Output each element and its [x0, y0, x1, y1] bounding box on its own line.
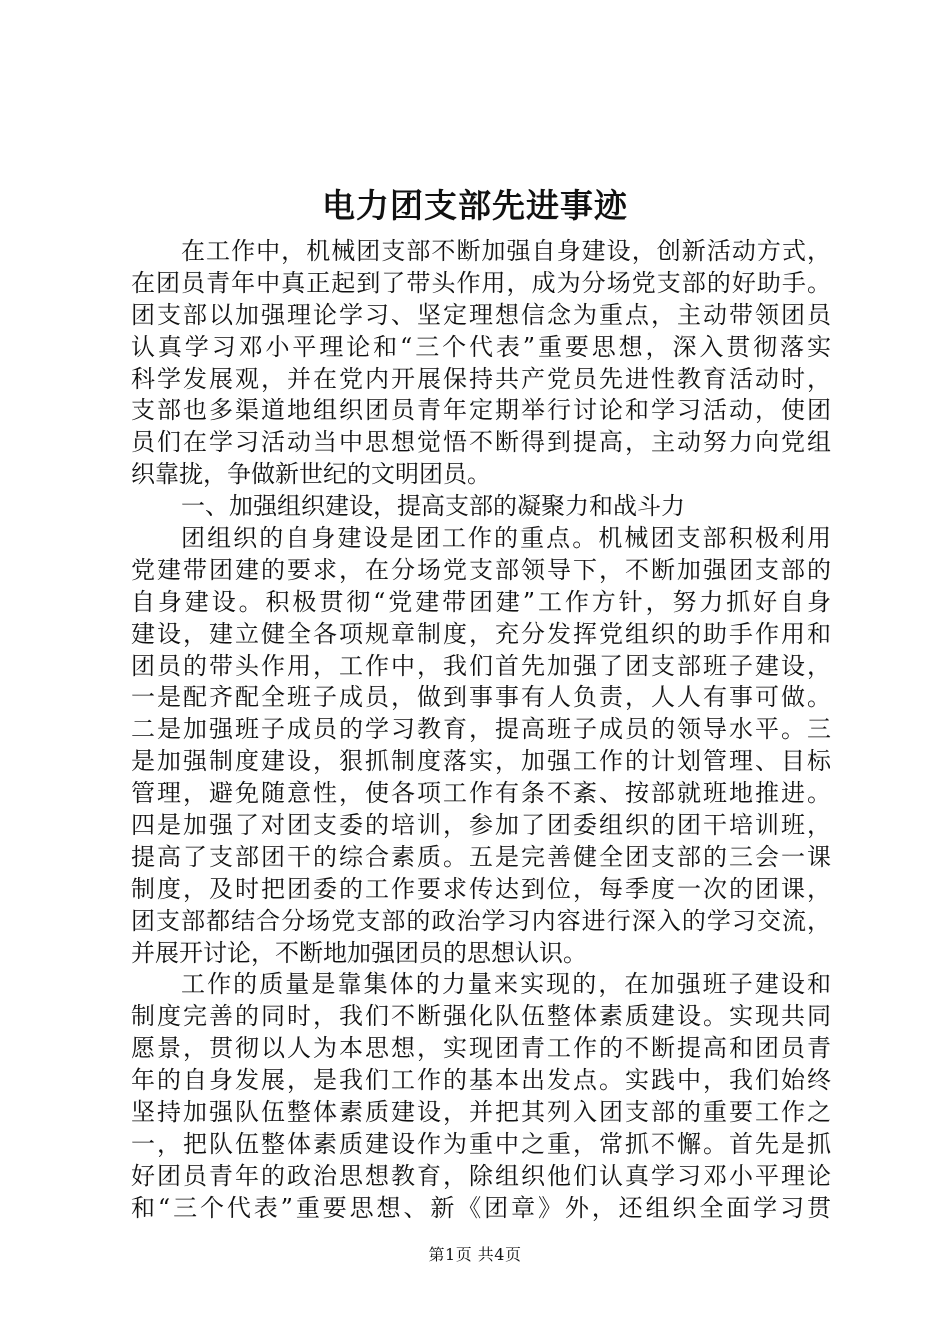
body-text-line: 在工作中，机械团支部不断加强自身建设，创新活动方式，: [181, 237, 831, 265]
body-text-line: 愿景，贯彻以人为本思想，实现团青工作的不断提高和团员青: [131, 1034, 831, 1063]
body-text-line: 好团员青年的政治思想教育，除组织他们认真学习邓小平理论: [131, 1161, 831, 1190]
body-text-line: 团员的带头作用，工作中，我们首先加强了团支部班子建设，: [131, 651, 831, 680]
body-text-line: 建设，建立健全各项规章制度，充分发挥党组织的助手作用和: [131, 619, 831, 648]
page-footer: 第1页 共4页: [428, 1245, 522, 1264]
body-text-line: 二是加强班子成员的学习教育，提高班子成员的领导水平。三: [131, 715, 831, 744]
document-title: 电力团支部先进事迹: [322, 186, 628, 225]
body-text-line: 管理，避免随意性，使各项工作有条不紊、按部就班地推进。: [131, 779, 831, 808]
document-body: [131, 236, 831, 1225]
body-text-line: 自身建设。积极贯彻“党建带团建”工作方针，努力抓好自身: [131, 587, 831, 616]
body-text-line: 织靠拢，争做新世纪的文明团员。: [131, 460, 491, 489]
body-text-line: 坚持加强队伍整体素质建设，并把其列入团支部的重要工作之: [131, 1098, 831, 1127]
body-text-line: 工作的质量是靠集体的力量来实现的，在加强班子建设和: [181, 970, 831, 999]
body-text-line: 并展开讨论，不断地加强团员的思想认识。: [131, 938, 587, 967]
body-text-line: 团支部都结合分场党支部的政治学习内容进行深入的学习交流，: [131, 906, 831, 935]
body-text-line: 提高了支部团干的综合素质。五是完善健全团支部的三会一课: [131, 842, 831, 871]
body-text-line: 科学发展观，并在党内开展保持共产党员先进性教育活动时，: [131, 364, 831, 393]
body-text-line: 一，把队伍整体素质建设作为重中之重，常抓不懈。首先是抓: [131, 1129, 831, 1158]
body-text-line: 制度完善的同时，我们不断强化队伍整体素质建设。实现共同: [131, 1002, 831, 1031]
body-text-line: 是加强制度建设，狠抓制度落实，加强工作的计划管理、目标: [131, 747, 831, 776]
body-text-line: 团支部以加强理论学习、坚定理想信念为重点，主动带领团员: [131, 300, 831, 329]
body-text-line: 认真学习邓小平理论和“三个代表”重要思想，深入贯彻落实: [131, 332, 831, 361]
body-text-line: 党建带团建的要求，在分场党支部领导下，不断加强团支部的: [131, 555, 831, 584]
body-text-line: 团组织的自身建设是团工作的重点。机械团支部积极利用: [181, 524, 831, 553]
body-text-line: 一是配齐配全班子成员，做到事事有人负责，人人有事可做。: [131, 683, 831, 712]
body-text-line: 支部也多渠道地组织团员青年定期举行讨论和学习活动，使团: [131, 396, 831, 425]
body-text-line: 年的自身发展，是我们工作的基本出发点。实践中，我们始终: [131, 1066, 831, 1095]
body-text-line: 在团员青年中真正起到了带头作用，成为分场党支部的好助手。: [131, 268, 831, 297]
body-text-line: 四是加强了对团支委的培训，参加了团委组织的团干培训班，: [131, 811, 831, 840]
body-text-line: 制度，及时把团委的工作要求传达到位，每季度一次的团课，: [131, 874, 831, 903]
body-text-line: 和“三个代表”重要思想、新《团章》外，还组织全面学习贯: [131, 1193, 831, 1222]
body-text-line: 一、加强组织建设，提高支部的凝聚力和战斗力: [181, 492, 685, 521]
body-text-line: 员们在学习活动当中思想觉悟不断得到提高，主动努力向党组: [131, 428, 831, 457]
